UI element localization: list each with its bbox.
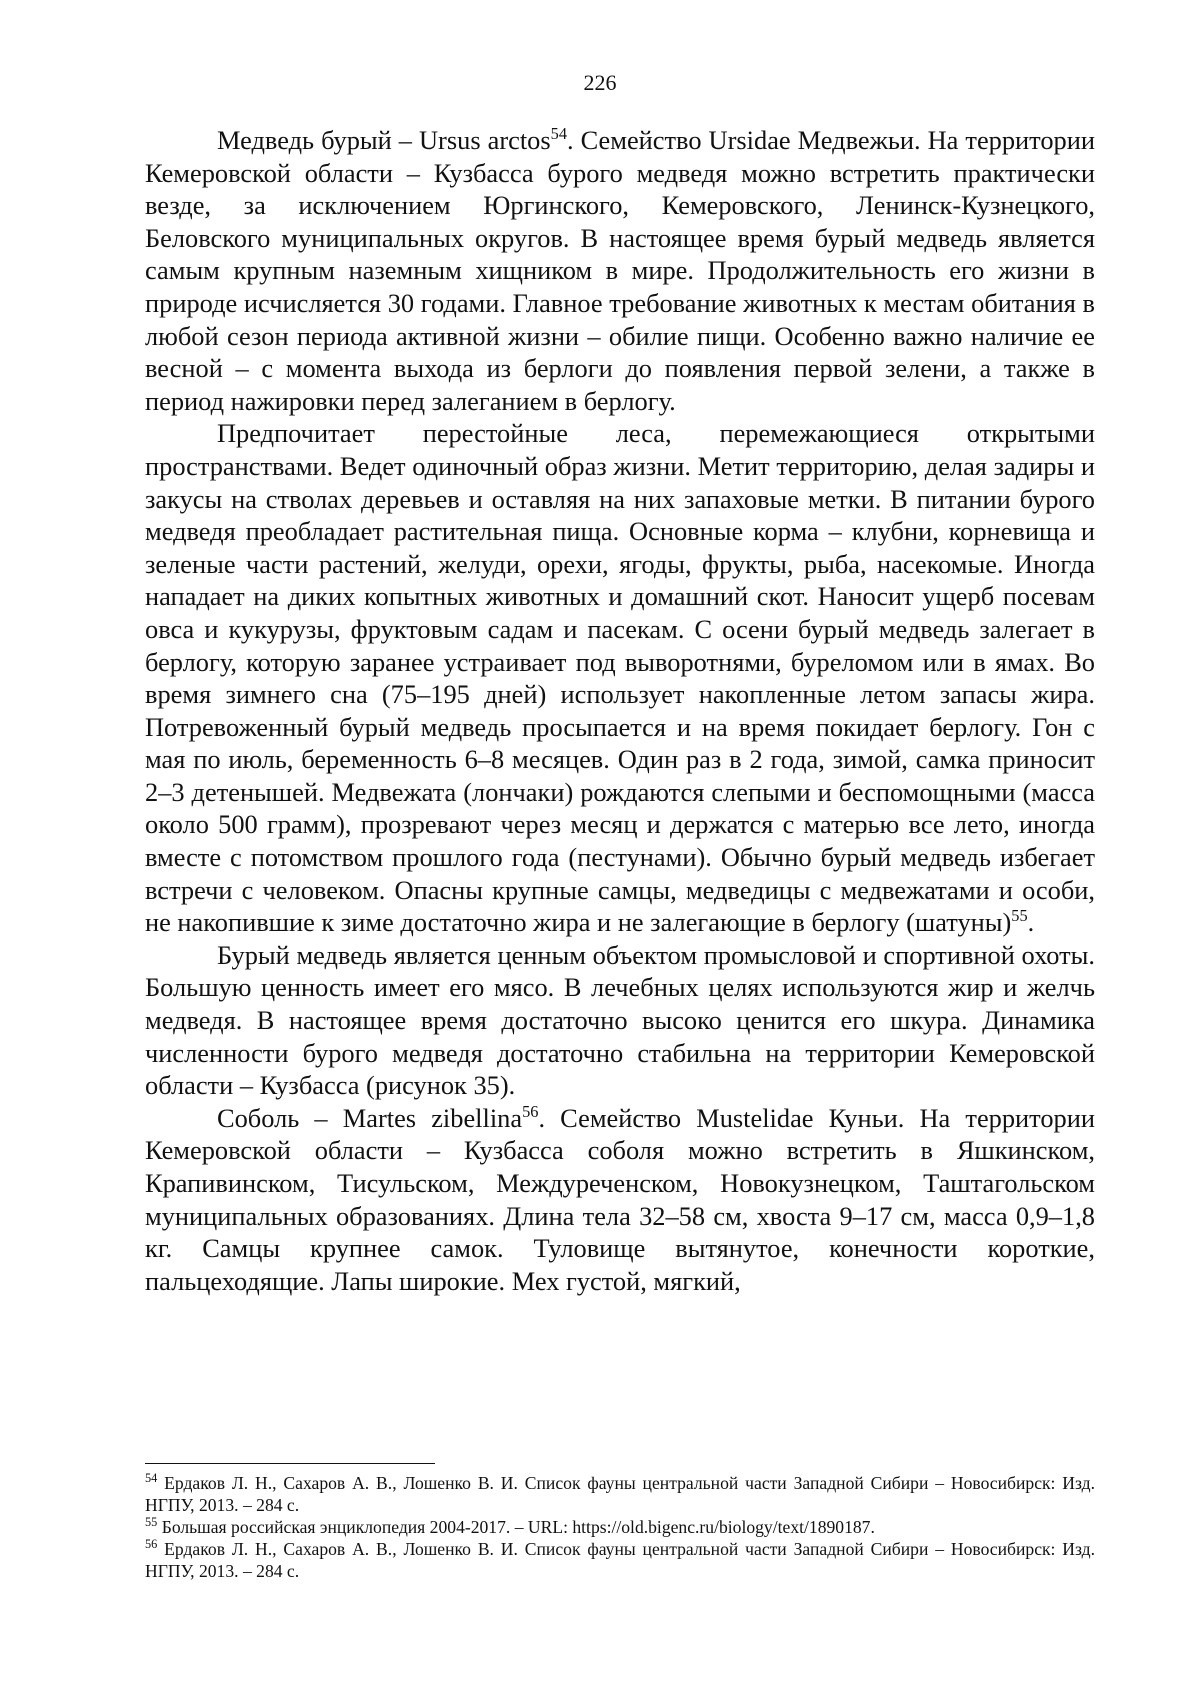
paragraph-text: Бурый медведь является ценным объектом промысловой и спортивной охоты. Большую ценность имеет его мясо. В лечебных целях используются жир и желчь медведя. В настоящее время достаточно высоко ценится его шкура. Динамика численности бурого медведя достаточно стабильна на территории Кемеровской области – Кузбасса (рисунок 35). — [145, 939, 1095, 1101]
footnote-reference-56[interactable]: 56 — [522, 1102, 539, 1122]
paragraph-brown-bear-habits — [145, 417, 1095, 939]
footnote-reference-54[interactable]: 54 — [550, 124, 567, 144]
paragraph-brown-bear-intro — [145, 124, 1095, 417]
page-number: 226 — [583, 70, 617, 95]
paragraph-text: Медведь бурый – Ursus arctos — [217, 125, 551, 155]
footnote-text: Ердаков Л. Н., Сахаров А. В., Лошенко В. И. Список фауны центральной части Западной Сибири – Новосибирск: Изд. НГПУ, 2013. – 284 с. — [145, 1473, 1095, 1515]
paragraph-sable-intro — [145, 1102, 1095, 1298]
footnote-54 — [145, 1472, 1095, 1516]
paragraph-text: Соболь – Martes zibellina — [217, 1102, 523, 1133]
paragraph-brown-bear-value — [145, 939, 1095, 1102]
footnote-mark: 55 — [145, 1515, 158, 1530]
paragraph-text: . Семейство Mustelidae Куньи. На территории Кемеровской области – Кузбасса соболя можно встретить в Яшкинском, Крапивинском, Тисульском, Междуреченском, Новокузнецком, Таштагольском муниципальных образованиях. Длина тела 32–58 см, хвоста 9–17 см, масса 0,9–1,8 кг. Самцы крупнее самок. Туловище вытянутое, конечности короткие, пальцеходящие. Лапы широкие. Мех густой, мягкий, — [145, 1102, 1095, 1296]
paragraph-text: Предпочитает перестойные леса, перемежающиеся открытыми пространствами. Ведет одиночный образ жизни. Метит территорию, делая задиры и закусы на стволах деревьев и оставляя на них запаховые метки. В питании бурого медведя преобладает растительная пища. Основные корма – клубни, корневища и зеленые части растений, желуди, орехи, ягоды, фрукты, рыба, насекомые. Иногда нападает на диких копытных животных и домашний скот. Наносит ущерб посевам овса и кукурузы, фруктовым садам и пасекам. С осени бурый медведь залегает в берлогу, которую заранее устраивает под выворотнями, буреломом или в ямах. Во время зимнего сна (75–195 дней) использует накопленные летом запасы жира. Потревоженный бурый медведь просыпается и на время покидает берлогу. Гон с мая по июль, беременность 6–8 месяцев. Один раз в 2 года, зимой, самка приносит 2–3 детенышей. Медвежата (лончаки) рождаются слепыми и беспомощными (масса около 500 грамм), прозревают через месяц и держатся с матерью все лето, иногда вместе с потомством прошлого года (пестунами). Обычно бурый медведь избегает встречи с человеком. Опасны крупные самцы, медведицы с медвежатами и особи, не накопившие к зиме достаточно жира и не залегающие в берлогу (шатуны) — [145, 418, 1095, 938]
footnote-56 — [145, 1538, 1095, 1582]
footnote-reference-55[interactable]: 55 — [1011, 906, 1028, 926]
paragraph-text: . Семейство Ursidae Медвежьи. На территории Кемеровской области – Кузбасса бурого медведя можно встретить практически везде, за исключением Юргинского, Кемеровского, Ленинск-Кузнецкого, Беловского муниципальных округов. В настоящее время бурый медведь является самым крупным наземным хищником в мире. Продолжительность его жизни в природе исчисляется 30 годами. Главное требование животных к местам обитания в любой сезон периода активной жизни – обилие пищи. Особенно важно наличие ее весной – с момента выхода из берлоги до появления первой зелени, а также в период нажировки перед залеганием в берлогу. — [145, 125, 1095, 416]
footnote-divider — [145, 1463, 435, 1464]
footnote-text: Большая российская энциклопедия 2004-2017. – URL: https://old.bigenc.ru/biology/text/1890187. — [157, 1517, 875, 1537]
footnote-mark: 56 — [145, 1537, 158, 1552]
footnote-mark: 54 — [145, 1471, 158, 1486]
footnotes — [145, 1472, 1095, 1582]
body-text — [145, 124, 1095, 1297]
footnote-text: Ердаков Л. Н., Сахаров А. В., Лошенко В. И. Список фауны центральной части Западной Сибири – Новосибирск: Изд. НГПУ, 2013. – 284 с. — [145, 1539, 1095, 1581]
footnote-55 — [145, 1516, 1095, 1538]
paragraph-text: . — [1027, 907, 1035, 938]
